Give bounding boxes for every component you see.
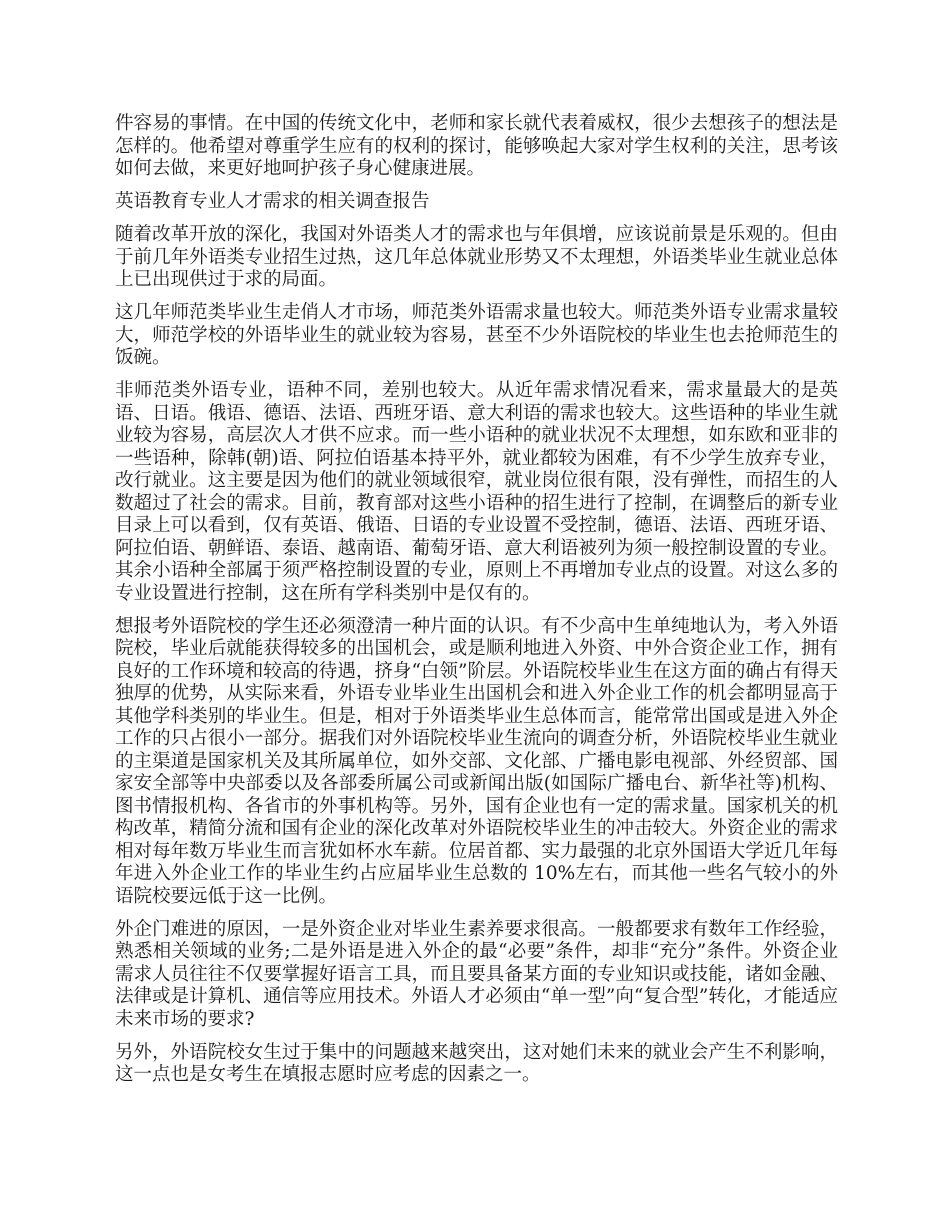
paragraph: 想报考外语院校的学生还必须澄清一种片面的认识。有不少高中生单纯地认为，考入外语院校，毕业后就能获得较多的出国机会，或是顺利地进入外资、中外合资企业工作，拥有良好的工作环境和较高的待遇，挤身“白领”阶层。外语院校毕业生在这方面的确占有得天独厚的优势，从实际来看，外语专业毕业生出国机会和进入外企业工作的机会都明显高于其他学科类别的毕业生。但是，相对于外语类毕业生总体而言，能常常出国或是进入外企工作的只占很小一部分。据我们对外语院校毕业生流向的调查分析，外语院校毕业生就业的主渠道是国家机关及其所属单位，如外交部、文化部、广播电影电视部、外经贸部、国家安全部等中央部委以及各部委所属公司或新闻出版(如国际广播电台、新华社等)机构、图书情报机构、各省市的外事机构等。另外，国有企业也有一定的需求量。国家机关的机构改革，精简分流和国有企业的深化改革对外语院校毕业生的冲击较大。外资企业的需求相对每年数万毕业生而言犹如杯水车薪。位居首都、实力最强的北京外国语大学近几年每年进入外企业工作的毕业生约占应届毕业生总数的 10%左右，而其他一些名气较小的外语院校要远低于这一比例。 [115,615,838,907]
paragraph: 这几年师范类毕业生走俏人才市场，师范类外语需求量也较大。师范类外语专业需求量较大，师范学校的外语毕业生的就业较为容易，甚至不少外语院校的毕业生也去抢师范生的饭碗。 [115,302,838,368]
document-body [115,113,838,1097]
paragraph: 外企门难进的原因，一是外资企业对毕业生素养要求很高。一般都要求有数年工作经验，熟悉相关领域的业务;二是外语是进入外企的最“必要”条件，却非“充分”条件。外资企业需求人员往往不仅要掌握好语言工具，而且要具备某方面的专业知识或技能，诸如金融、法律或是计算机、通信等应用技术。外语人才必须由“单一型”向“复合型”转化，才能适应未来市场的要求? [115,918,838,1030]
paragraph-continued: 件容易的事情。在中国的传统文化中，老师和家长就代表着威权，很少去想孩子的想法是怎样的。他希望对尊重学生应有的权利的探讨，能够唤起大家对学生权利的关注，思考该如何去做，来更好地呵护孩子身心健康进展。 [115,113,838,179]
paragraph: 另外，外语院校女生过于集中的问题越来越突出，这对她们未来的就业会产生不利影响，这一点也是女考生在填报志愿时应考虑的因素之一。 [115,1041,838,1085]
report-title: 英语教育专业人才需求的相关调查报告 [115,191,430,212]
paragraph: 随着改革开放的深化，我国对外语类人才的需求也与年俱增，应该说前景是乐观的。但由于前几年外语类专业招生过热，这几年总体就业形势又不太理想，外语类毕业生就业总体上已出现供过于求的局面。 [115,224,838,290]
paragraph: 非师范类外语专业，语种不同，差别也较大。从近年需求情况看来，需求量最大的是英语、日语。俄语、德语、法语、西班牙语、意大利语的需求也较大。这些语种的毕业生就业较为容易，高层次人才供不应求。而一些小语种的就业状况不太理想，如东欧和亚非的一些语种，除韩(朝)语、阿拉伯语基本持平外，就业都较为困难，有不少学生放弃专业，改行就业。这主要是因为他们的就业领域很窄，就业岗位很有限，没有弹性，而招生的人数超过了社会的需求。目前，教育部对这些小语种的招生进行了控制，在调整后的新专业目录上可以看到，仅有英语、俄语、日语的专业设置不受控制，德语、法语、西班牙语、阿拉伯语、朝鲜语、泰语、越南语、葡萄牙语、意大利语被列为须一般控制设置的专业。其余小语种全部属于须严格控制设置的专业，原则上不再增加专业点的设置。对这么多的专业设置进行控制，这在所有学科类别中是仅有的。 [115,380,838,604]
